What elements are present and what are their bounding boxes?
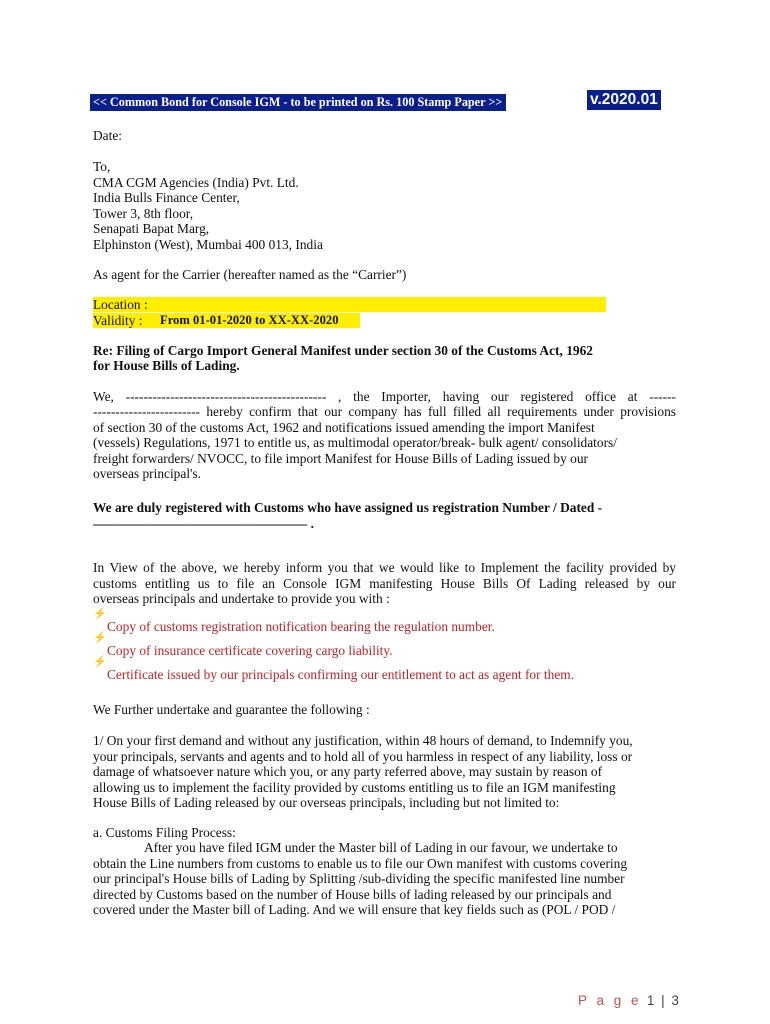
address-line: CMA CGM Agencies (India) Pvt. Ltd.: [93, 175, 299, 190]
carrier-agent-line: As agent for the Carrier (hereafter named as the “Carrier”): [93, 267, 407, 282]
bullet-icon: ⚡: [93, 656, 107, 668]
subject-line-2: for House Bills of Lading.: [93, 358, 240, 373]
page-current: 1: [646, 993, 656, 1008]
clause-line: directed by Customs based on the number of House bills of lading released by our principals and: [93, 887, 612, 902]
bullet-item: Copy of customs registration notification bearing the regulation number.: [107, 619, 495, 634]
page-total: 3: [671, 993, 681, 1008]
undertake-heading: We Further undertake and guarantee the following :: [93, 702, 370, 717]
clause-line: damage of whatsoever nature which you, or any party referred above, may sustain by reason of: [93, 764, 603, 779]
page-footer: [578, 993, 680, 1008]
validity-value: From 01-01-2020 to XX-XX-2020: [160, 313, 339, 327]
address-line: Senapati Bapat Marg,: [93, 221, 210, 236]
clause-line: obtain the Line numbers from customs to enable us to file our Own manifest with customs covering: [93, 856, 628, 871]
version-badge: v.2020.01: [587, 90, 661, 110]
page-separator: |: [661, 993, 667, 1008]
clause-line: House Bills of Lading released by our overseas principals, including but not limited to:: [93, 795, 560, 810]
para-line: In View of the above, we hereby inform you that we would like to Implement the facility provided by: [93, 560, 676, 575]
bullet-icon: ⚡: [93, 608, 107, 620]
clause-a-title: a. Customs Filing Process:: [93, 825, 236, 840]
para-line: customs entitling us to file an Console IGM manifesting House Bills Of Lading released by our: [93, 576, 676, 591]
para-line: overseas principals and undertake to provide you with :: [93, 591, 390, 606]
stamp-paper-banner: << Common Bond for Console IGM - to be printed on Rs. 100 Stamp Paper >>: [90, 94, 506, 111]
clause-line: allowing us to implement the facility provided by customs entitling us to file an IGM manifesting: [93, 780, 616, 795]
address-line: Tower 3, 8th floor,: [93, 206, 194, 221]
clause-line: 1/ On your first demand and without any justification, within 48 hours of demand, to Indemnify you,: [93, 733, 633, 748]
registration-line-1: We are duly registered with Customs who have assigned us registration Number / Dated -: [93, 500, 603, 515]
bullet-icon: ⚡: [93, 632, 107, 644]
clause-line: your principals, servants and agents and to hold all of you harmless in respect of any liability, loss or: [93, 749, 633, 764]
clause-line: covered under the Master bill of Lading. And we will ensure that key fields such as (POL / POD /: [93, 902, 616, 917]
registration-line-2: ———————————————— .: [93, 516, 314, 531]
address-line: Elphinston (West), Mumbai 400 013, India: [93, 237, 323, 252]
para-line: ------------------------ hereby confirm that our company has full filled all requirements under provisions: [93, 404, 676, 419]
date-label: Date:: [93, 128, 122, 143]
bullet-item: Copy of insurance certificate covering cargo liability.: [107, 643, 393, 658]
address-line: India Bulls Finance Center,: [93, 190, 240, 205]
subject-line-1: Re: Filing of Cargo Import General Manifest under section 30 of the Customs Act, 1962: [93, 343, 593, 358]
para-line: (vessels) Regulations, 1971 to entitle us, as multimodal operator/break- bulk agent/ consolidators/: [93, 435, 617, 450]
clause-line: After you have filed IGM under the Master bill of Lading in our favour, we undertake to: [144, 840, 618, 855]
location-label: Location :: [93, 297, 148, 312]
para-line: of section 30 of the customs Act, 1962 and notifications issued amending the import Manifest: [93, 420, 595, 435]
para-line: We, --------------------------------------------- , the Importer, having our registered office at ------: [93, 389, 676, 404]
page-word: P a g e: [578, 993, 642, 1008]
para-line: overseas principal's.: [93, 466, 202, 481]
bullet-item: Certificate issued by our principals confirming our entitlement to act as agent for them.: [107, 667, 575, 682]
para-line: freight forwarders/ NVOCC, to file import Manifest for House Bills of Lading issued by our: [93, 451, 588, 466]
address-to: To,: [93, 159, 111, 174]
clause-line: our principal's House bills of Lading by Splitting /sub-dividing the specific manifested line number: [93, 871, 625, 886]
validity-label: Validity :: [93, 313, 143, 328]
location-highlight: [93, 297, 606, 312]
